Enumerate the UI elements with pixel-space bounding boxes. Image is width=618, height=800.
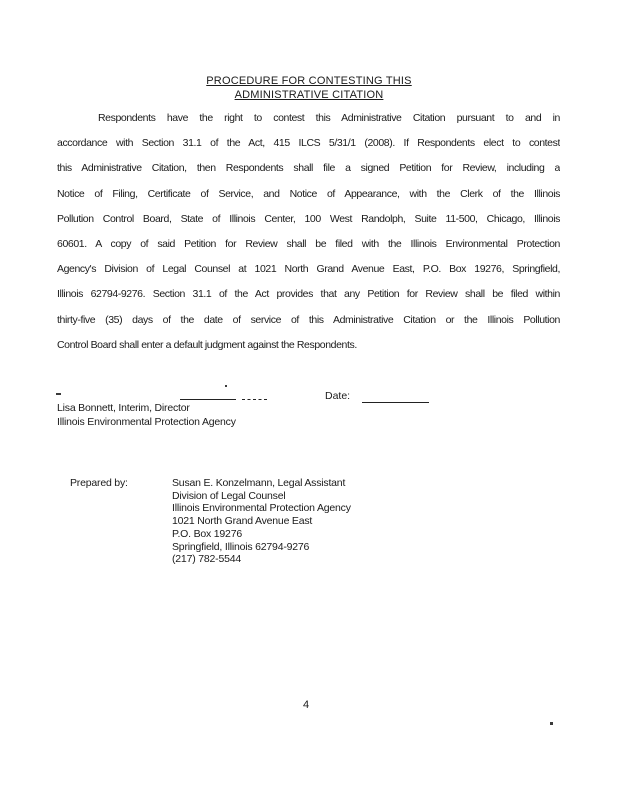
scan-artifact-dot [550,722,553,725]
signatory-organization: Illinois Environmental Protection Agency [57,415,236,428]
body-line: 60601. A copy of said Petition for Review shall be filed with the Illinois Environmental Protection [57,237,560,250]
body-line: Illinois 62794-9276. Section 31.1 of the Act provides that any Petition for Review shall be filed within [57,288,560,301]
body-line: accordance with Section 31.1 of the Act, 415 ILCS 5/31/1 (2008). If Respondents elect to contest [57,137,560,150]
signature-underline [180,386,236,400]
date-underline [362,389,429,403]
title-line-2-text: ADMINISTRATIVE CITATION [234,89,384,101]
signatory-name: Lisa Bonnett, Interim, Director [57,402,190,414]
prepared-by-city: Springfield, Illinois 62794-9276 [172,540,310,553]
title-line-1-text: PROCEDURE FOR CONTESTING THIS [206,75,412,87]
scan-artifact-dash [56,393,61,395]
prepared-by-division: Division of Legal Counsel [172,489,286,502]
prepared-by-agency: Illinois Environmental Protection Agency [172,502,351,515]
body-line: Agency's Division of Legal Counsel at 1021 North Grand Avenue East, P.O. Box 19276, Springfield, [57,263,560,276]
scan-artifact-dot [225,385,227,387]
prepared-by-block [172,477,351,566]
prepared-by-street: 1021 North Grand Avenue East [172,515,313,528]
title-line-1 [0,74,618,88]
page-number: 4 [302,699,310,711]
body-line: Respondents have the right to contest this Administrative Citation pursuant to and in [98,112,560,124]
prepared-by-phone: (217) 782-5544 [172,553,242,566]
body-line: Notice of Filing, Certificate of Service, and Notice of Appearance, with the Clerk of the Illinois [57,187,560,200]
signature-underline-dashes [242,387,267,400]
prepared-by-label: Prepared by: [70,477,128,489]
date-label: Date: [325,390,351,402]
prepared-by-pobox: P.O. Box 19276 [172,527,242,540]
prepared-by-name: Susan E. Konzelmann, Legal Assistant [172,477,346,489]
body-line: Control Board shall enter a default judgment against the Respondents. [57,338,357,351]
body-paragraph [57,106,560,358]
body-line: this Administrative Citation, then Respondents shall file a signed Petition for Review, including a [57,162,560,175]
body-line: thirty-five (35) days of the date of service of this Administrative Citation or the Illinois Pollution [57,313,560,326]
body-line: Pollution Control Board, State of Illinois Center, 100 West Randolph, Suite 11-500, Chicago, Illinois [57,212,560,225]
title-line-2 [0,88,618,102]
document-title [0,74,618,102]
